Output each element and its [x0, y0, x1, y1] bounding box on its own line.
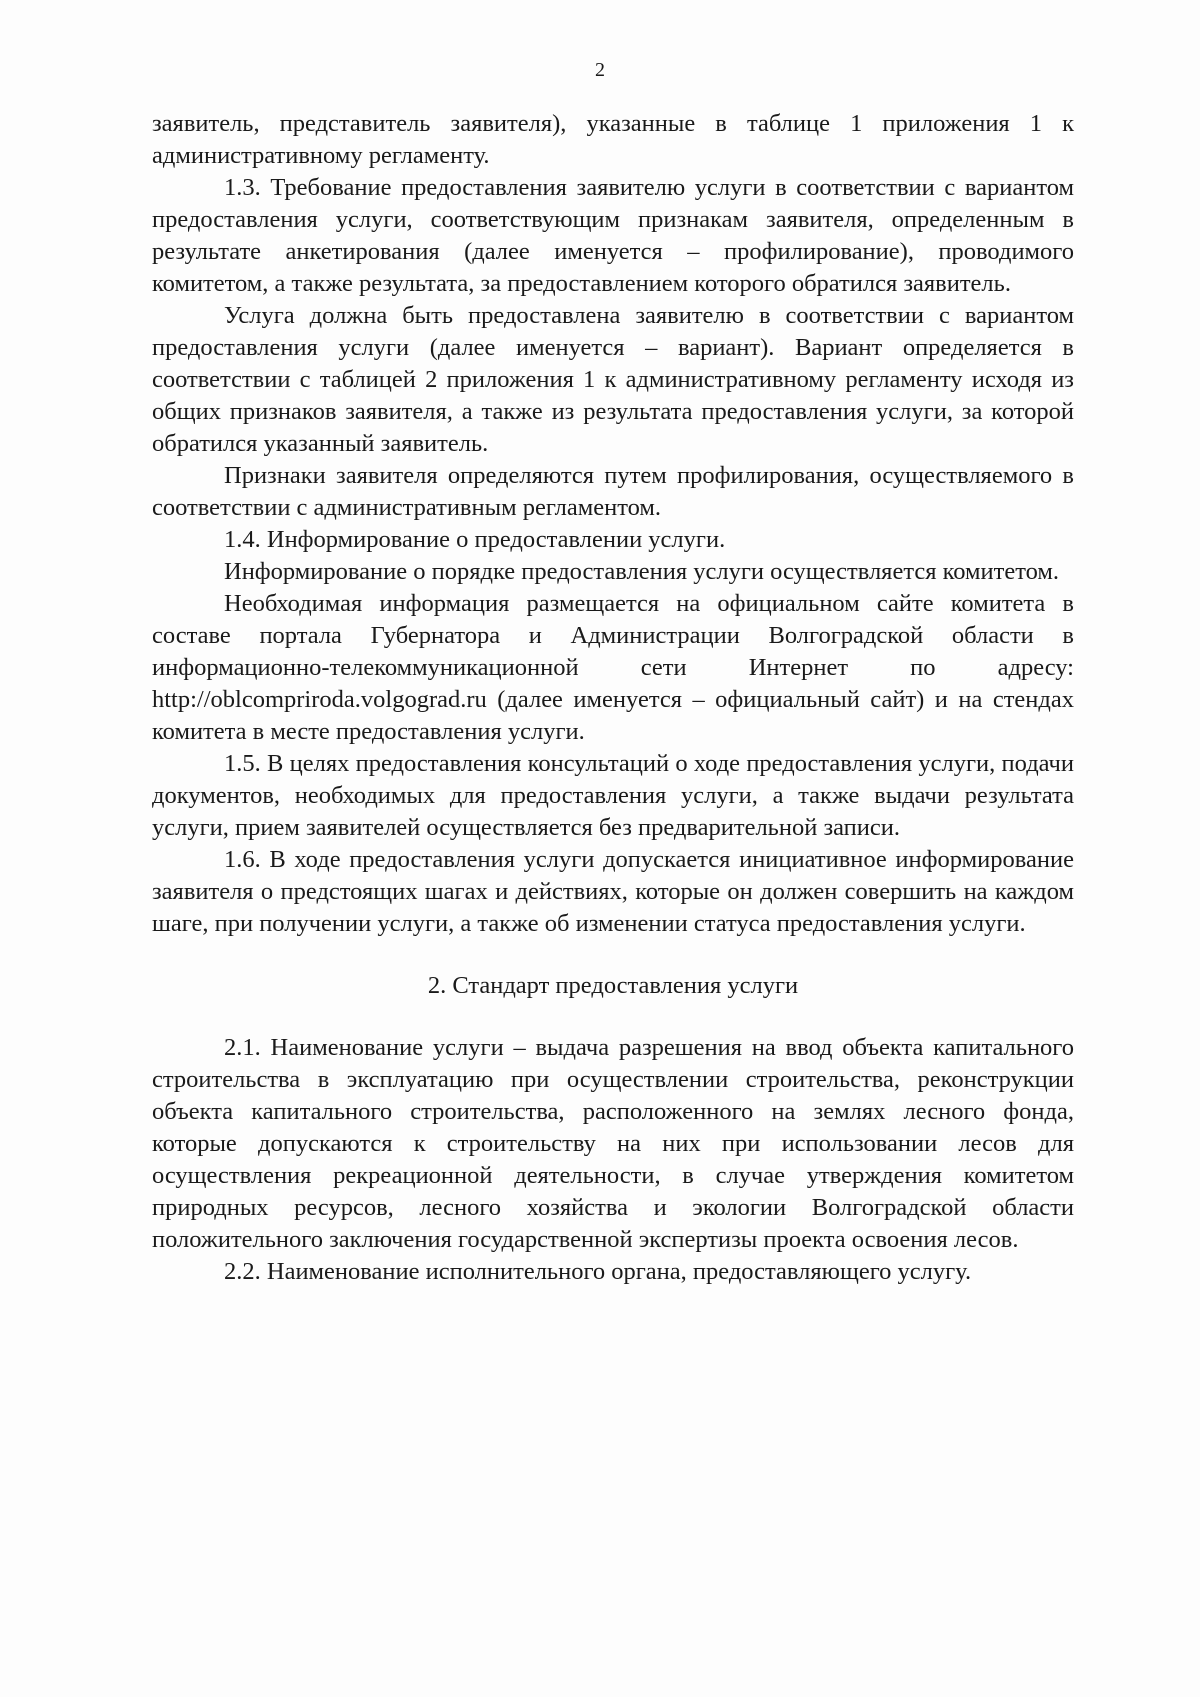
document-body: [152, 108, 1074, 1288]
paragraph-1-6: 1.6. В ходе предоставления услуги допускается инициативное информирование заявителя о предстоящих шагах и действиях, которые он должен совершить на каждом шаге, при получении услуги, а также об изменении статуса предоставления услуги.: [152, 846, 1074, 937]
paragraph-2-1: 2.1. Наименование услуги – выдача разрешения на ввод объекта капитального строительства в эксплуатацию при осуществлении строительства, реконструкции объекта капитального строительства, расположенного на землях лесного фонда, которые допускаются к строительству на них при использовании лесов для осуществления рекреационной деятельности, в случае утверждения комитетом природных ресурсов, лесного хозяйства и экологии Волгоградской области положительного заключения государственной экспертизы проекта освоения лесов.: [152, 1034, 1074, 1253]
paragraph-website-info: Необходимая информация размещается на официальном сайте комитета в составе портала Губернатора и Администрации Волгоградской области в информационно-телекоммуникационной сети Интернет по адресу: http://oblcompriroda.volgograd.ru (далее именуется – официальный сайт) и на стендах комитета в месте предоставления услуги.: [152, 590, 1074, 745]
paragraph-continuation: заявитель, представитель заявителя), указанные в таблице 1 приложения 1 к административному регламенту.: [152, 110, 1074, 169]
paragraph-1-5: 1.5. В целях предоставления консультаций о ходе предоставления услуги, подачи документов, необходимых для предоставления услуги, а также выдачи результата услуги, прием заявителей осуществляется без предварительной записи.: [152, 750, 1074, 841]
paragraph-service-variant: Услуга должна быть предоставлена заявителю в соответствии с вариантом предоставления услуги (далее именуется – вариант). Вариант определяется в соответствии с таблицей 2 приложения 1 к административному регламенту исходя из общих признаков заявителя, а также из результата предоставления услуги, за которой обратился указанный заявитель.: [152, 302, 1074, 457]
section-heading: 2. Стандарт предоставления услуги: [427, 972, 799, 999]
paragraph-1-3: 1.3. Требование предоставления заявителю услуги в соответствии с вариантом предоставления услуги, соответствующим признакам заявителя, определенным в результате анкетирования (далее именуется – профилирование), проводимого комитетом, а также результата, за предоставлением которого обратился заявитель.: [152, 174, 1074, 297]
page-number: 2: [595, 59, 605, 81]
paragraph-2-2: 2.2. Наименование исполнительного органа, предоставляющего услугу.: [224, 1258, 972, 1285]
paragraph-1-4: 1.4. Информирование о предоставлении услуги.: [224, 526, 726, 553]
paragraph-applicant-signs: Признаки заявителя определяются путем профилирования, осуществляемого в соответствии с административным регламентом.: [152, 462, 1074, 521]
paragraph-informing: Информирование о порядке предоставления услуги осуществляется комитетом.: [224, 558, 1060, 585]
